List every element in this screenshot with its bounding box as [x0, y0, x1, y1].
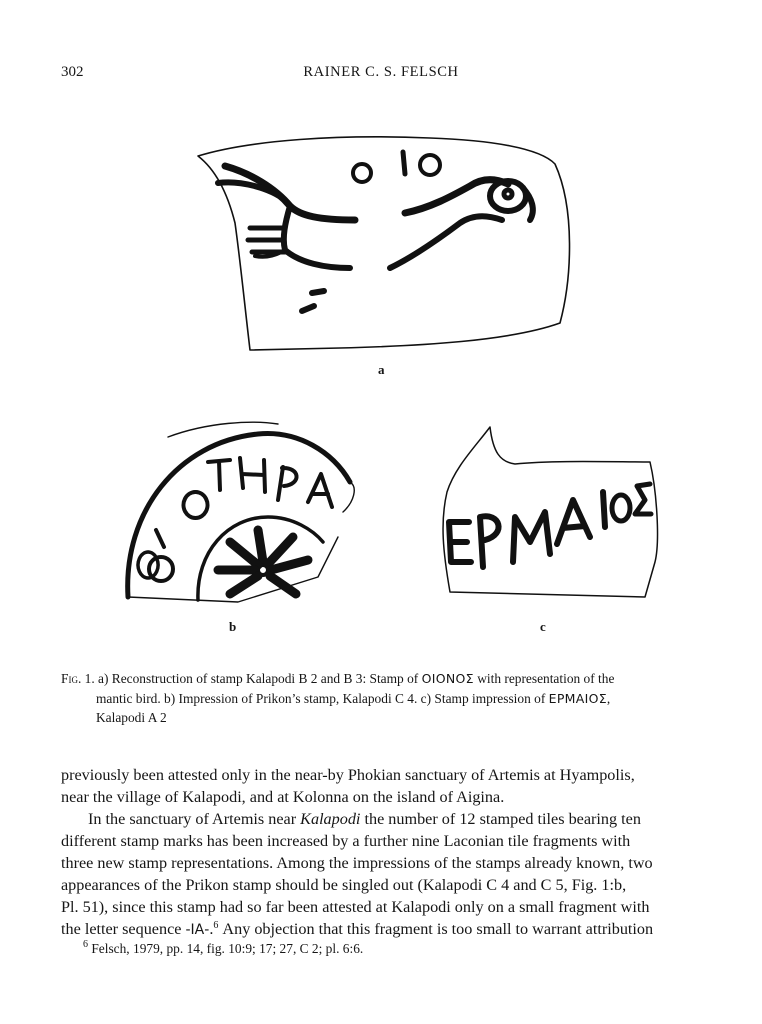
- bird-eye: [504, 190, 512, 198]
- body-line: previously been attested only in the near-by Phokian sanctuary of Artemis at Hyampolis,: [61, 766, 635, 784]
- rosette-petal: [230, 576, 258, 594]
- body-line: [61, 808, 706, 830]
- letter-omicron: [184, 492, 208, 518]
- body-line: different stamp marks has been increased by a further nine Laconian tile fragments with: [61, 832, 631, 850]
- figure-panel-c: [435, 422, 675, 607]
- letter-iota: [156, 530, 164, 547]
- letter-omicron: [420, 155, 440, 175]
- caption-text: mantic bird. b) Impression of Prikon’s stamp, Kalapodi C 4. c) Stamp impression of: [96, 690, 549, 706]
- letter-epsilon: [449, 522, 471, 562]
- body-line: near the village of Kalapodi, and at Kolonna on the island of Aigina.: [61, 788, 505, 806]
- body-text-span: Any objection that this fragment is too small to warrant attribution: [218, 920, 654, 938]
- bird-left-claw: [248, 228, 286, 252]
- fragment-outline-c: [443, 427, 657, 597]
- letter-alpha: [308, 474, 332, 507]
- letter-eta: [240, 458, 265, 492]
- bird-tail-mark: [312, 291, 324, 293]
- letter-omicron: [612, 495, 630, 521]
- caption-greek-word: ΟΙΟΝΟΣ: [421, 671, 474, 686]
- letter-alpha: [557, 500, 590, 544]
- caption-line: [61, 669, 711, 689]
- page-number: 302: [61, 64, 84, 80]
- letter-rho: [278, 467, 297, 500]
- footnote: [83, 941, 363, 957]
- letter-iota: [603, 492, 605, 527]
- figure-caption: [61, 669, 711, 728]
- caption-text: with representation of the: [473, 671, 615, 686]
- body-line: three new stamp representations. Among the impressions of the stamps already known, two: [61, 854, 653, 872]
- letter-omicron: [149, 557, 173, 581]
- body-line: [61, 918, 706, 941]
- body-line: appearances of the Prikon stamp should be singled out (Kalapodi C 4 and C 5, Fig. 1:b,: [61, 876, 627, 894]
- body-greek-sequence: -ΙΑ-: [185, 922, 210, 938]
- rosette-petal: [258, 530, 263, 562]
- figure-label-a: a: [378, 362, 385, 377]
- letter-rho: [480, 516, 499, 567]
- figure-panel-b: [118, 412, 368, 607]
- caption-fig-label: Fig. 1.: [61, 671, 95, 686]
- caption-text: a) Reconstruction of stamp Kalapodi B 2 and B 3: Stamp of: [94, 671, 422, 686]
- bird-left-wing-stroke: [218, 182, 285, 200]
- letter-mu: [513, 512, 550, 562]
- rosette-petal: [271, 560, 308, 570]
- footnote-text: Felsch, 1979, pp. 14, fig. 10:9; 17; 27, C 2; pl. 6:6.: [88, 941, 364, 956]
- fragment-outline-a: [198, 137, 570, 350]
- footnote-mark: 6: [83, 939, 88, 950]
- caption-line: Kalapodi A 2: [96, 710, 167, 725]
- caption-greek-word: ΕΡΜΑΙΟΣ: [548, 690, 607, 706]
- body-line: Pl. 51), since this stamp had so far been attested at Kalapodi only on a small fragment with: [61, 898, 650, 916]
- caption-line: [61, 689, 711, 709]
- figure-label-c: c: [540, 619, 546, 634]
- body-text-span: .: [209, 920, 214, 938]
- running-head: RAINER C. S. FELSCH: [303, 64, 459, 80]
- footnote-reference[interactable]: 6: [213, 920, 219, 931]
- rosette-petal: [268, 537, 293, 564]
- letter-sigma: [635, 484, 651, 514]
- rosette-petal: [230, 542, 258, 565]
- letter-iota: [403, 152, 405, 174]
- caption-text: ,: [606, 690, 611, 706]
- figure-panel-a: [190, 128, 580, 378]
- body-italic-placename: Kalapodi: [300, 810, 361, 828]
- letter-tau: [208, 460, 230, 490]
- figure-label-b: b: [229, 619, 237, 634]
- letter-omicron: [353, 164, 371, 182]
- bird-tail-mark: [302, 306, 314, 311]
- body-text-span: the number of 12 stamped tiles bearing ten: [360, 810, 641, 828]
- body-text: [61, 764, 706, 941]
- body-text-span: the letter sequence: [61, 920, 186, 938]
- body-text-span: In the sanctuary of Artemis near: [88, 810, 301, 828]
- bird-right-body: [390, 216, 502, 268]
